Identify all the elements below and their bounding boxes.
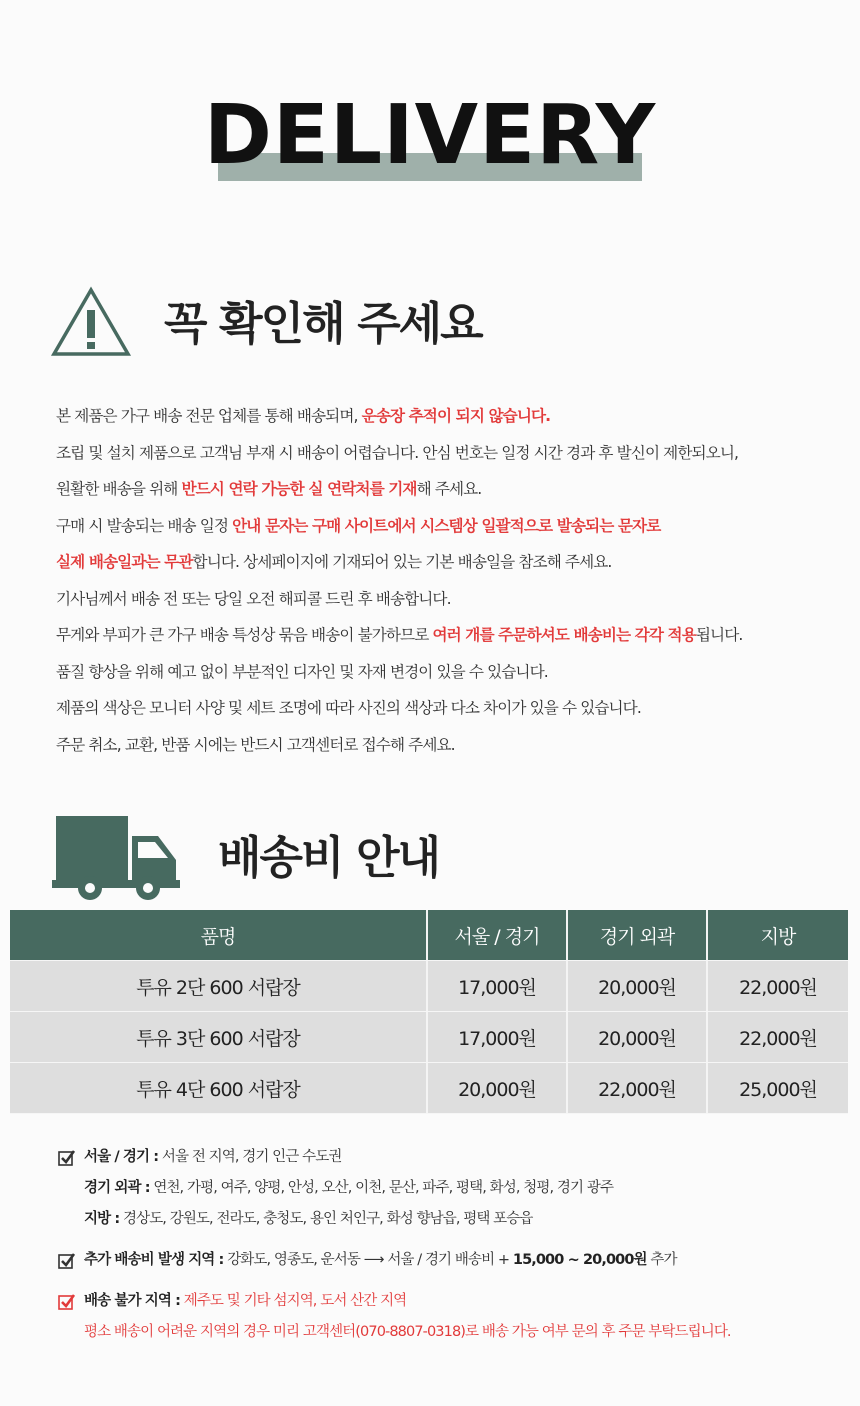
notice-line <box>56 435 846 472</box>
notice-line <box>56 508 846 545</box>
page-title: DELIVERY <box>203 88 657 183</box>
extra-amount: 15,000 ~ 20,000원 <box>512 1252 647 1268</box>
checkbox-checked-icon <box>58 1149 76 1167</box>
table-row <box>10 1012 848 1063</box>
extra-text2: 서울 / 경기 배송비 + <box>387 1252 510 1268</box>
note-unavailable <box>58 1286 848 1317</box>
notice-highlight: 안내 문자는 구매 사이트에서 시스템상 일괄적으로 발송되는 문자로 <box>232 516 661 535</box>
notice-text: 무게와 부피가 큰 가구 배송 특성상 묶음 배송이 불가하므로 <box>56 626 433 644</box>
extra-label: 추가 배송비 발생 지역 : <box>84 1252 224 1268</box>
shipping-heading: 배송비 안내 <box>218 831 440 884</box>
extra-suffix: 추가 <box>650 1252 677 1268</box>
notice-text: 품질 향상을 위해 예고 없이 부분적인 디자인 및 자재 변경이 있을 수 있습니다. <box>56 662 548 681</box>
notice-highlight: 여러 개를 주문하셔도 배송비는 각각 적용 <box>432 626 696 644</box>
notice-text: 해 주세요. <box>416 480 482 498</box>
price-cell: 20,000원 <box>428 1063 568 1113</box>
notice-line <box>56 690 846 727</box>
note-region3 <box>58 1204 848 1235</box>
extra-text: 강화도, 영종도, 운서동 <box>227 1252 360 1268</box>
region1-label: 서울 / 경기 : <box>84 1149 159 1165</box>
shipping-notes <box>58 1142 848 1348</box>
region3-label: 지방 : <box>84 1211 120 1227</box>
region1-text: 서울 전 지역, 경기 인근 수도권 <box>161 1149 342 1165</box>
truck-icon <box>52 814 180 904</box>
column-header: 지방 <box>760 925 796 948</box>
price-cell: 20,000원 <box>568 961 708 1011</box>
unavail-note: 평소 배송이 어려운 지역의 경우 미리 고객센터(070-8807-0318)로 배송 가능 여부 문의 후 주문 부탁드립니다. <box>84 1324 731 1340</box>
shipping-fee-table <box>10 910 848 1114</box>
price-cell: 25,000원 <box>739 1078 817 1101</box>
notice-highlight: 반드시 연락 가능한 실 연락처를 기재 <box>181 480 417 498</box>
unavail-text: 제주도 및 기타 섬지역, 도서 산간 지역 <box>183 1293 407 1309</box>
notice-line <box>56 398 846 435</box>
checkbox-checked-icon <box>58 1252 76 1270</box>
notice-list <box>56 398 846 763</box>
note-region2 <box>58 1173 848 1204</box>
price-cell: 22,000원 <box>739 976 817 999</box>
notice-highlight: 실제 배송일과는 무관 <box>56 553 193 571</box>
region2-text: 연천, 가평, 여주, 양평, 안성, 오산, 이천, 문산, 파주, 평택, 화성, 청평, 경기 광주 <box>153 1180 614 1196</box>
note-extra-fee <box>58 1245 848 1276</box>
notice-heading: 꼭 확인해 주세요 <box>164 297 482 350</box>
notice-text: 주문 취소, 교환, 반품 시에는 반드시 고객센터로 접수해 주세요. <box>56 735 455 754</box>
notice-text: 본 제품은 가구 배송 전문 업체를 통해 배송되며, <box>56 407 362 425</box>
checkbox-checked-icon <box>58 1293 76 1311</box>
price-cell: 17,000원 <box>428 1012 568 1062</box>
column-header: 경기 외곽 <box>568 910 708 960</box>
product-name-cell: 투유 4단 600 서랍장 <box>10 1063 428 1113</box>
notice-line <box>56 654 846 691</box>
notice-text: 합니다. 상세페이지에 기재되어 있는 기본 배송일을 참조해 주세요. <box>192 553 612 571</box>
column-header: 품명 <box>10 910 428 960</box>
notice-text: 기사님께서 배송 전 또는 당일 오전 해피콜 드린 후 배송합니다. <box>56 589 451 608</box>
product-name-cell: 투유 3단 600 서랍장 <box>10 1012 428 1062</box>
notice-line <box>56 617 846 654</box>
price-cell: 17,000원 <box>428 961 568 1011</box>
notice-text: 구매 시 발송되는 배송 일정 <box>56 516 233 535</box>
notice-text: 원활한 배송을 위해 <box>56 480 182 498</box>
region2-label: 경기 외곽 : <box>84 1180 150 1196</box>
arrow-right-icon: ⟶ <box>363 1252 384 1268</box>
notice-line <box>56 581 846 618</box>
note-region1 <box>58 1142 848 1173</box>
notice-line <box>56 544 846 581</box>
unavail-label: 배송 불가 지역 : <box>84 1293 180 1309</box>
price-cell: 20,000원 <box>568 1012 708 1062</box>
price-cell: 22,000원 <box>739 1027 817 1050</box>
column-header: 서울 / 경기 <box>428 910 568 960</box>
price-cell: 22,000원 <box>568 1063 708 1113</box>
table-row <box>10 1063 848 1114</box>
notice-line <box>56 471 846 508</box>
notice-text: 조립 및 설치 제품으로 고객님 부재 시 배송이 어렵습니다. 안심 번호는 일정 시간 경과 후 발신이 제한되오니, <box>56 443 739 462</box>
notice-highlight: 운송장 추적이 되지 않습니다. <box>361 407 551 425</box>
note-unavailable-detail <box>58 1317 848 1348</box>
table-header-row <box>10 910 848 961</box>
region3-text: 경상도, 강원도, 전라도, 충청도, 용인 처인구, 화성 향남읍, 평택 포승읍 <box>122 1211 533 1227</box>
warning-icon <box>50 286 132 358</box>
notice-text: 됩니다. <box>695 626 743 644</box>
notice-text: 제품의 색상은 모니터 사양 및 세트 조명에 따라 사진의 색상과 다소 차이가 있을 수 있습니다. <box>56 699 641 717</box>
delivery-title-block <box>0 88 860 188</box>
product-name-cell: 투유 2단 600 서랍장 <box>10 961 428 1011</box>
notice-line <box>56 727 846 764</box>
table-row <box>10 961 848 1012</box>
